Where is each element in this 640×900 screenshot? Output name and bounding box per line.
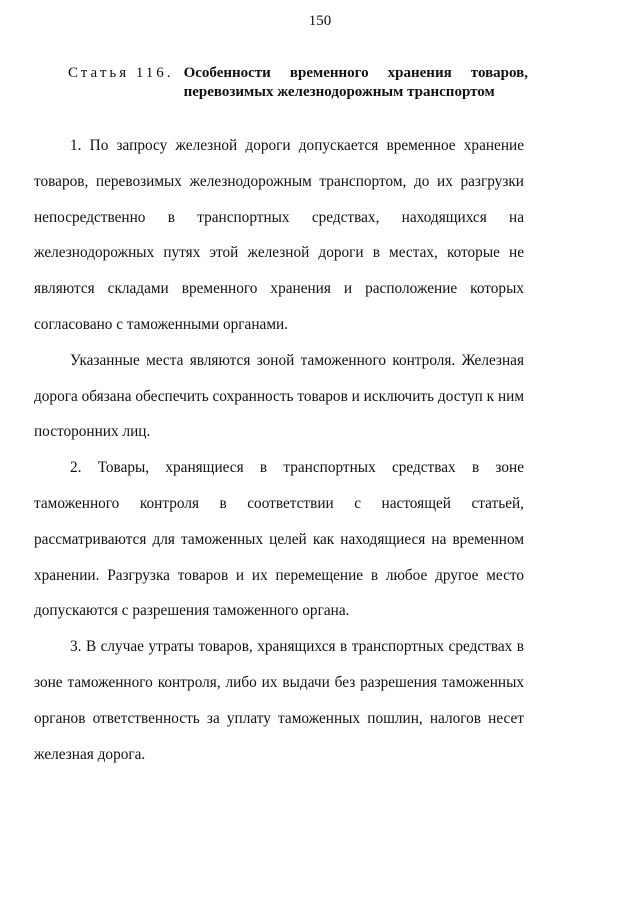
paragraph-2: Указанные места являются зоной таможенного контроля. Железная дорога обязана обеспечить сохранность товаров и исключить доступ к ним посторонних лиц.	[34, 351, 524, 441]
article-label: Статья 116.	[68, 65, 174, 81]
article-title	[184, 64, 528, 102]
paragraph-3: 2. Товары, хранящиеся в транспортных средствах в зоне таможенного контроля в соответствии с настоящей статьей, рассматриваются для таможенных целей как находящиеся на временном хранении. Разгрузка товаров и их перемещение в любое другое место допускаются с разрешения таможенного органа.	[34, 459, 524, 620]
article-body	[34, 128, 524, 772]
article-heading	[68, 64, 528, 102]
paragraph-4: 3. В случае утраты товаров, хранящихся в транспортных средствах в зоне таможенного контроля, либо их выдачи без разрешения таможенных органов ответственность за уплату таможенных пошлин, налогов несет железная дорога.	[34, 638, 524, 763]
paragraph-1: 1. По запросу железной дороги допускается временное хранение товаров, перевозимых железнодорожным транспортом, до их разгрузки непосредственно в транспортных средствах, находящихся на железнодорожных путях этой железной дороги в местах, которые не являются складами временного хранения и расположение которых согласовано с таможенными органами.	[34, 137, 524, 333]
article-title-line-1: Особенности временного хранения товаров,	[183, 65, 528, 81]
article-title-line-2: перевозимых железнодорожным транспортом	[183, 84, 495, 100]
page-number: 150	[308, 13, 332, 29]
